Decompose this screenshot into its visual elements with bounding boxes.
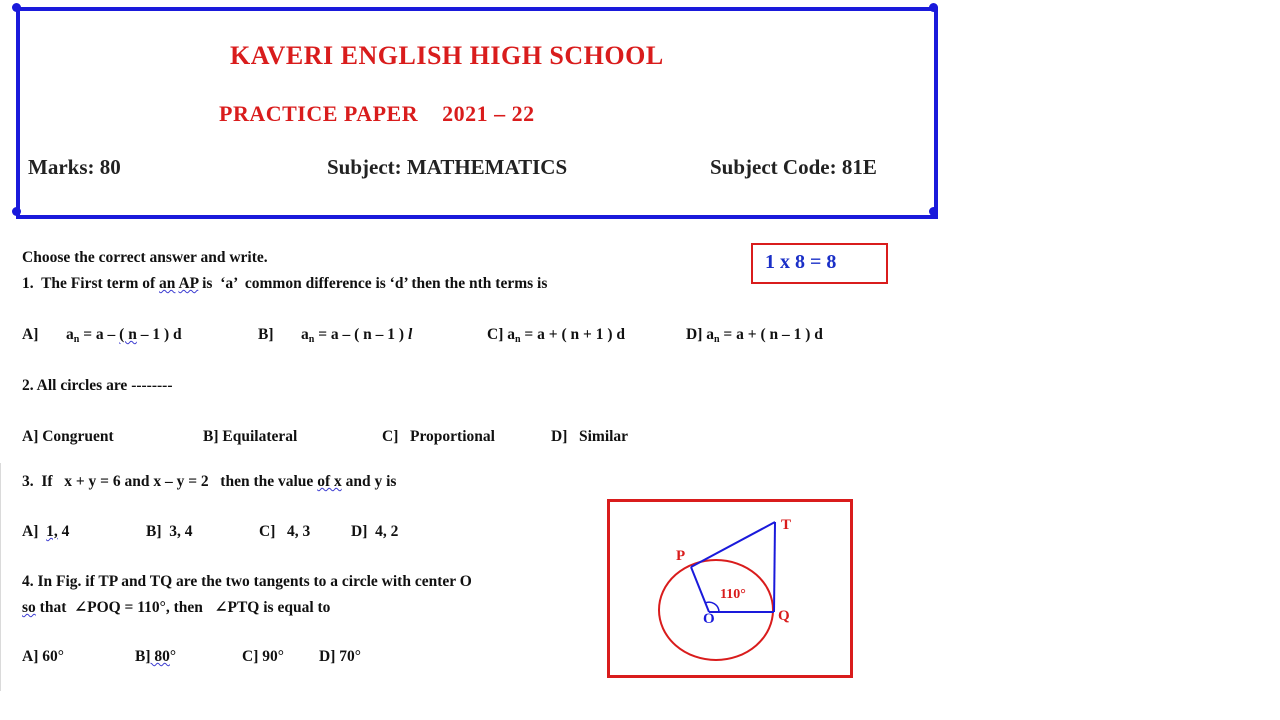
q3-text-squiggle: of x [317, 473, 342, 490]
q1-text-start: 1. The First term of [22, 275, 160, 292]
header-corner-dot [12, 207, 21, 216]
question-1 [22, 275, 547, 293]
q1-option-d-text: = a + ( n – 1 ) d [719, 326, 823, 343]
label-q: Q [778, 608, 790, 624]
q4-option-b-label: B [135, 648, 146, 665]
q3-text-start: 3. If x + y = 6 and x – y = 2 then the value [22, 473, 318, 490]
q3-option-b: B] 3, 4 [146, 523, 193, 540]
q2-option-d: D] Similar [551, 428, 629, 445]
label-t: T [781, 517, 792, 533]
q1-option-a-text: a [66, 326, 74, 343]
q1-option-a-label: A] [22, 326, 39, 343]
q3-option-a-squiggle: 1, [46, 523, 58, 540]
q1-option-b-subscript: n [308, 334, 315, 345]
q1-option-b-text: = a – ( n – 1 ) [314, 326, 408, 343]
q1-option-b [301, 326, 412, 345]
q1-option-b-text: a [301, 326, 309, 343]
q4-text-squiggle: so [22, 599, 36, 616]
q1-option-a-subscript: n [73, 334, 80, 345]
tangent-tp [691, 522, 775, 567]
header-corner-dot [929, 207, 938, 216]
q4-option-a: A] 60° [22, 648, 64, 665]
q1-text-squiggle: AP [178, 275, 199, 292]
tangent-tq [774, 522, 775, 612]
school-name: KAVERI ENGLISH HIGH SCHOOL [230, 41, 664, 70]
q1-option-a [66, 326, 182, 345]
question-4-line-1: 4. In Fig. if TP and TQ are the two tangents to a circle with center O [22, 573, 472, 590]
header-corner-dot [929, 3, 938, 12]
q4-option-c: C] 90° [242, 648, 284, 665]
q1-option-d [686, 326, 823, 345]
q2-option-c: C] Proportional [382, 428, 495, 445]
q3-option-a [22, 523, 69, 541]
q1-text-end: is ‘a’ common difference is ‘d’ then the nth terms is [198, 275, 548, 292]
q4-option-b-text: ° [169, 648, 177, 665]
q1-option-c [487, 326, 625, 345]
question-3 [22, 473, 396, 491]
q4-option-b [135, 648, 176, 666]
q3-option-d: D] 4, 2 [351, 523, 399, 540]
label-o: O [703, 611, 715, 627]
q1-option-a-text: – 1 ) d [136, 326, 182, 343]
radius-op [691, 567, 709, 612]
tangent-figure [607, 499, 853, 678]
q1-option-a-text: = a – [79, 326, 120, 343]
question-2: 2. All circles are -------- [22, 377, 173, 394]
q3-text-end: and y is [341, 473, 397, 490]
instruction-text: Choose the correct answer and write. [22, 249, 268, 266]
margin-rule [0, 463, 1, 691]
q3-option-a-text: 4 [57, 523, 70, 540]
q1-option-b-label: B] [258, 326, 274, 343]
q4-text-end: that ∠POQ = 110°, then ∠PTQ is equal to [35, 599, 331, 616]
q1-option-d-text: D] a [686, 326, 714, 343]
q1-option-c-text: = a + ( n + 1 ) d [520, 326, 625, 343]
q2-option-b: B] Equilateral [203, 428, 298, 445]
q4-option-b-squiggle: ] 80 [145, 648, 170, 665]
paper-title: PRACTICE PAPER 2021 – 22 [219, 101, 535, 126]
subject-name: Subject: MATHEMATICS [327, 155, 568, 179]
q2-option-a: A] Congruent [22, 428, 114, 445]
q1-option-b-italic: l [407, 326, 413, 343]
subject-code: Subject Code: 81E [710, 155, 877, 179]
header-corner-dot [12, 3, 21, 12]
q1-text-squiggle: an [159, 275, 176, 292]
q1-option-c-subscript: n [514, 334, 521, 345]
q3-option-a-label: A] [22, 523, 47, 540]
marks-total: Marks: 80 [28, 155, 121, 179]
q1-option-d-subscript: n [713, 334, 720, 345]
angle-label: 110° [720, 587, 746, 602]
circle-outline [659, 560, 773, 660]
q1-option-c-text: C] a [487, 326, 515, 343]
q3-option-c: C] 4, 3 [259, 523, 311, 540]
q1-option-a-squiggle: ( n [119, 326, 137, 343]
q4-option-d: D] 70° [319, 648, 361, 665]
marks-scheme: 1 x 8 = 8 [765, 251, 837, 273]
question-4-line-2 [22, 597, 330, 617]
label-p: P [676, 548, 686, 564]
